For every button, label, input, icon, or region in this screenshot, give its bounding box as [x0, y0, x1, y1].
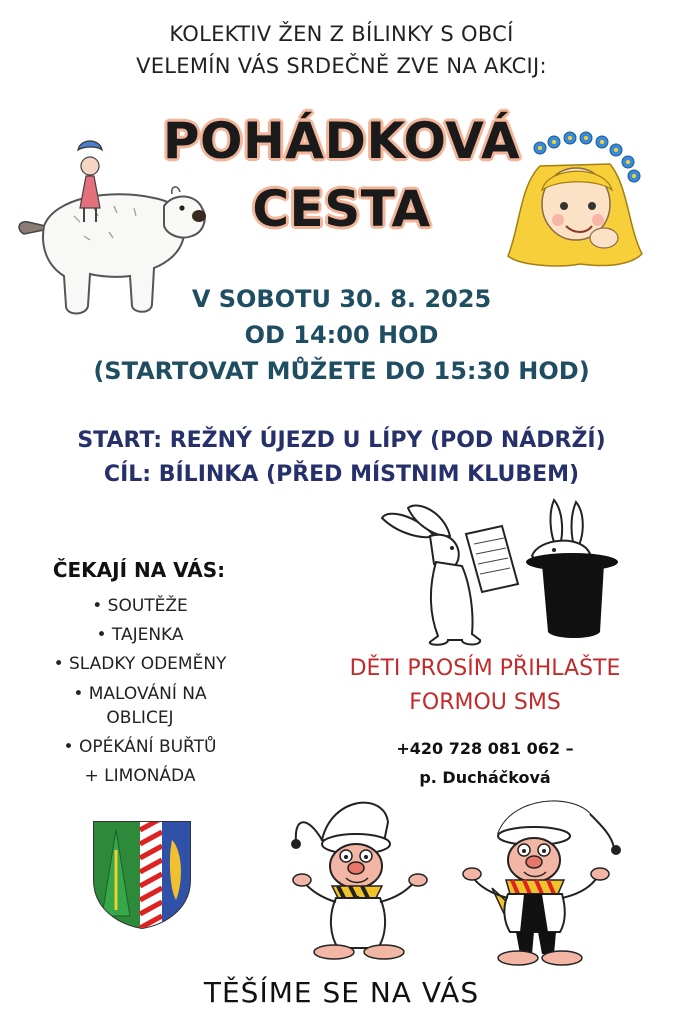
smiling-girl-with-flowers-illustration — [500, 126, 650, 276]
event-date — [0, 281, 683, 389]
rabbit-in-top-hat-illustration — [524, 494, 620, 640]
list-item: + LIMONÁDA — [84, 766, 196, 786]
rabbit-with-letter-illustration — [378, 500, 523, 648]
date-line-2: OD 14:00 HOD — [244, 321, 439, 349]
list-item: • OPÉKÁNÍ BUŘTŮ — [63, 737, 217, 757]
gnome-with-cap-illustration — [288, 786, 434, 966]
title-line-1: POHÁDKOVÁ — [162, 112, 521, 170]
awaits-heading: ČEKAJÍ NA VÁS: — [52, 558, 226, 582]
contact-name: p. Ducháčková — [419, 768, 551, 787]
awaits-list — [20, 592, 260, 791]
title-line-2: CESTA — [252, 180, 431, 238]
intro-line-1: KOLEKTIV ŽEN Z BÍLINKY S OBCÍ — [169, 22, 514, 46]
gnome-with-cap-illustration — [462, 790, 622, 966]
date-line-3: (STARTOVAT MŮŽETE DO 15:30 HOD) — [93, 357, 590, 385]
route-info — [0, 424, 683, 492]
intro-line-2: VELEMÍN VÁS SRDEČNĚ ZVE NA AKCIJ: — [136, 54, 547, 78]
list-item: • TAJENKA — [96, 625, 184, 645]
list-item: • SLADKY ODEMĚNY — [53, 654, 227, 674]
registration-line-1: DĚTI PROSÍM PŘIHLAŠTE — [349, 656, 621, 681]
footer-text: TĚŠÍME SE NA VÁS — [203, 976, 480, 1009]
date-line-1: V SOBOTU 30. 8. 2025 — [191, 285, 492, 313]
list-item: • SOUTĚŽE — [92, 596, 188, 616]
registration-line-2: FORMOU SMS — [409, 690, 561, 715]
village-coat-of-arms — [92, 820, 192, 930]
registration-notice — [300, 652, 670, 720]
registration-contact — [300, 734, 670, 792]
route-finish: CÍL: BÍLINKA (PŘED MÍSTNIM KLUBEM) — [103, 462, 580, 487]
phone-number: +420 728 081 062 – — [396, 739, 574, 758]
list-item: • MALOVÁNÍ NA OBLICEJ — [73, 684, 207, 728]
route-start: START: REŽNÝ ÚJEZD U LÍPY (POD NÁDRŽÍ) — [77, 428, 606, 453]
intro-text — [0, 18, 683, 82]
